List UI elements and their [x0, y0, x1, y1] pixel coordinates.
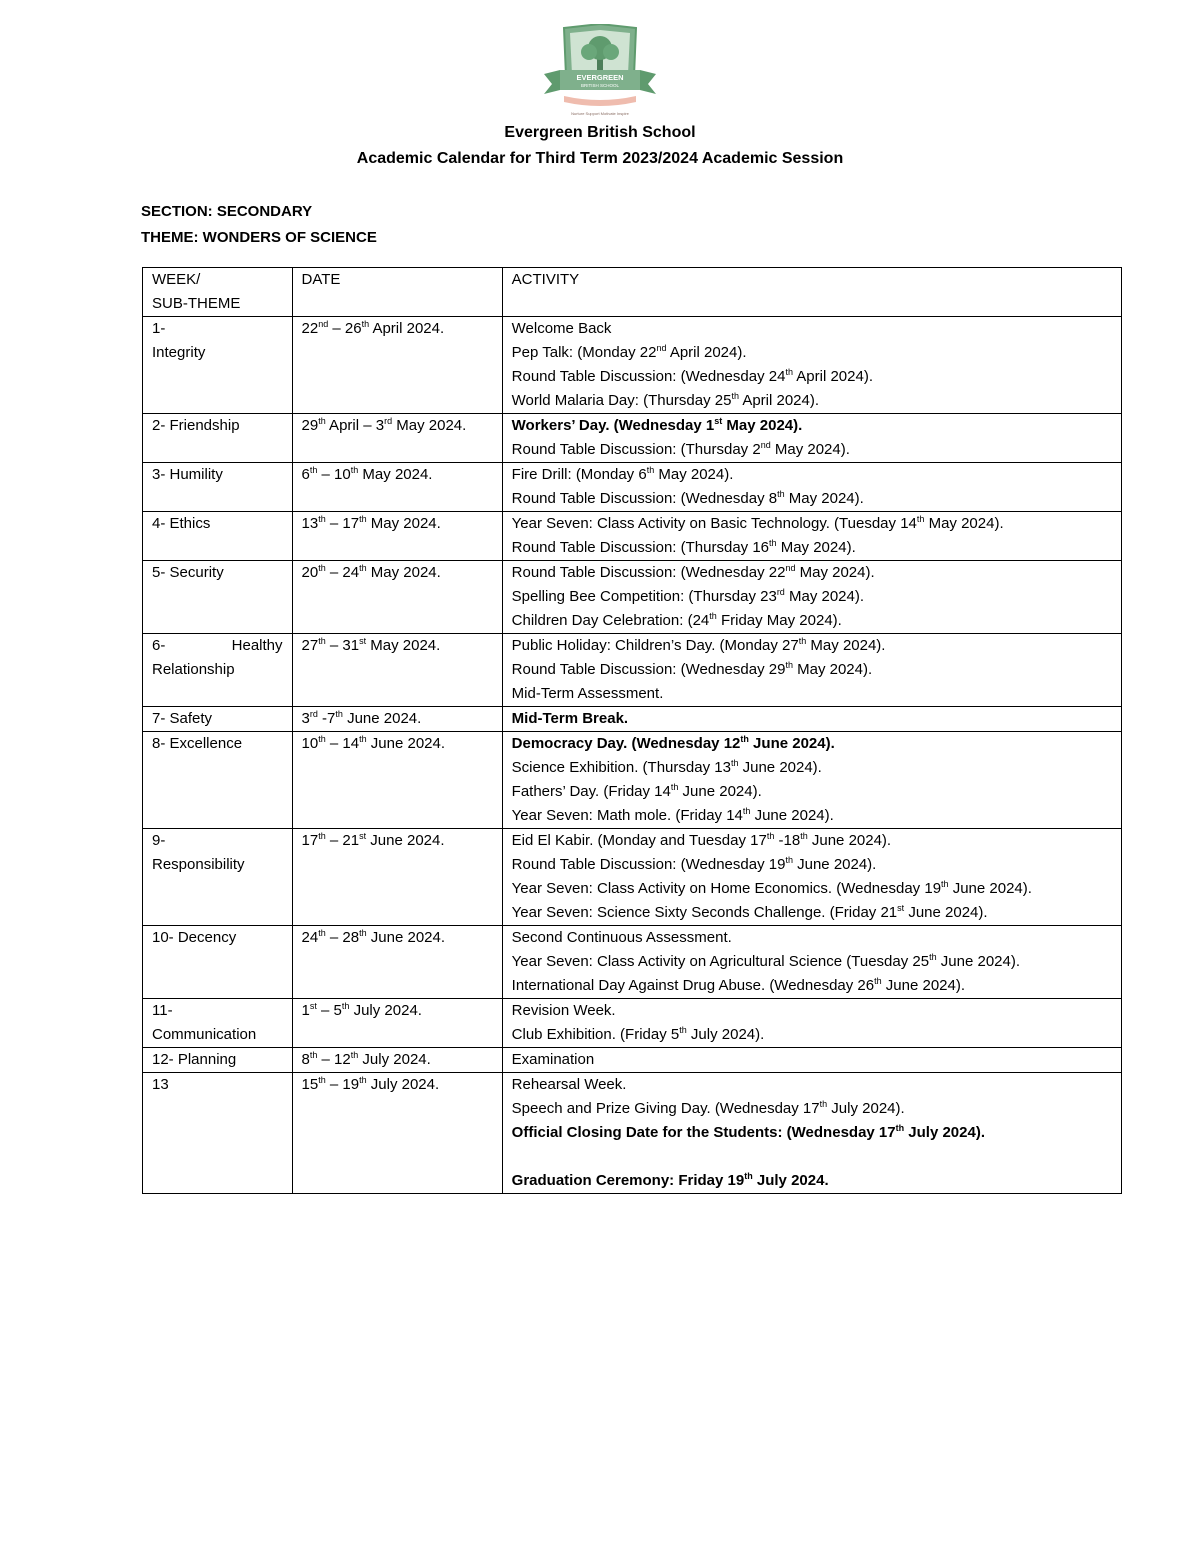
text-run: Mid-Term Assessment. [511, 685, 664, 702]
activity-item [512, 317, 1112, 341]
table-row [143, 829, 1122, 926]
text-run: -18 [774, 832, 801, 849]
activity-item [512, 1023, 1112, 1047]
text-run: Graduation Ceremony: Friday 19 [511, 1172, 745, 1189]
text-run: Official Closing Date for the Students: (Wednesday 17 [511, 1124, 896, 1141]
ordinal-suffix: th [895, 1123, 905, 1133]
week-label: 13 [152, 1076, 169, 1093]
text-run: – 21 [325, 832, 360, 849]
table-row [143, 732, 1122, 829]
text-run: – 24 [325, 564, 360, 581]
text-run: June 2024). [678, 783, 762, 800]
ordinal-suffix: nd [318, 319, 329, 329]
text-run: 8 [301, 1051, 310, 1068]
text-run: June 2024). [904, 904, 988, 921]
ordinal-suffix: st [359, 831, 367, 841]
ordinal-suffix: th [309, 1050, 318, 1060]
ordinal-suffix: th [646, 465, 655, 475]
logo-motto: Nurture Support Motivate Inspire [571, 111, 629, 116]
ordinal-suffix: th [929, 952, 937, 962]
ordinal-suffix: th [785, 855, 793, 865]
text-run: May 2024). [654, 466, 734, 483]
text-run: 22 [301, 320, 319, 337]
week-theme-word: Healthy [231, 637, 283, 654]
section-label: SECTION: SECONDARY [141, 203, 313, 220]
text-run: 24 [301, 929, 319, 946]
text-run: – 19 [325, 1076, 360, 1093]
text-run: May 2024). [924, 515, 1004, 532]
ordinal-suffix: th [359, 928, 367, 938]
ordinal-suffix: th [359, 734, 367, 744]
week-label: 8- Excellence [152, 735, 243, 752]
text-run: 6 [301, 466, 310, 483]
text-run: – 14 [325, 735, 360, 752]
calendar-title: Academic Calendar for Third Term 2023/2024 Academic Session [356, 150, 844, 167]
date-cell [292, 414, 502, 463]
text-run: – 10 [317, 466, 351, 483]
table-row [143, 1048, 1122, 1073]
text-run: Democracy Day. (Wednesday 12 [511, 735, 741, 752]
text-run: July 2024. [358, 1051, 431, 1068]
ordinal-suffix: th [709, 611, 717, 621]
activity-cell [502, 999, 1121, 1048]
week-cell [143, 1048, 293, 1073]
week-label: Integrity [152, 344, 206, 361]
text-run: June 2024. [366, 832, 445, 849]
text-run: May 2024). [770, 441, 850, 458]
text-run: 13 [301, 515, 319, 532]
text-run: Round Table Discussion: (Wednesday 19 [511, 856, 786, 873]
text-run: Welcome Back [511, 320, 612, 337]
week-label: 4- Ethics [152, 515, 211, 532]
text-run: June 2024. [366, 929, 446, 946]
text-run: April 2024). [738, 392, 820, 409]
ordinal-suffix: th [318, 416, 326, 426]
text-run: 27 [301, 637, 319, 654]
ordinal-suffix: th [350, 1050, 359, 1060]
activity-item [512, 804, 1112, 828]
activity-spacer [512, 1145, 1112, 1169]
text-run: Children Day Celebration: (24 [511, 612, 710, 629]
activity-cell [502, 512, 1121, 561]
text-run: Year Seven: Class Activity on Home Economics. (Wednesday 19 [511, 880, 942, 897]
header-week-line2: SUB-THEME [152, 295, 241, 312]
ordinal-suffix: th [744, 1171, 753, 1181]
activity-item [512, 341, 1112, 365]
week-label: Communication [152, 1026, 257, 1043]
ordinal-suffix: rd [309, 709, 318, 719]
text-run: July 2024. [366, 1076, 440, 1093]
date-cell [292, 561, 502, 634]
week-cell [143, 512, 293, 561]
week-label: 10- Decency [152, 929, 237, 946]
text-run: June 2024). [936, 953, 1021, 970]
table-row [143, 999, 1122, 1048]
text-run: – 31 [325, 637, 360, 654]
text-run: May 2024. [358, 466, 433, 483]
text-run: April 2024). [666, 344, 747, 361]
activity-item [512, 536, 1112, 560]
week-label: 12- Planning [152, 1051, 237, 1068]
text-run: Round Table Discussion: (Thursday 16 [511, 539, 770, 556]
table-header-row [143, 268, 1122, 317]
date-cell [292, 999, 502, 1048]
activity-item [512, 732, 1112, 756]
table-row [143, 463, 1122, 512]
ordinal-suffix: th [730, 758, 739, 768]
activity-item [512, 1073, 1112, 1097]
week-label: 3- Humility [152, 466, 223, 483]
text-run: June 2024). [948, 880, 1032, 897]
ordinal-suffix: th [916, 514, 925, 524]
activity-item [512, 1169, 1112, 1193]
week-cell [143, 829, 293, 926]
week-number: 6- [152, 637, 166, 654]
activity-cell [502, 926, 1121, 999]
activity-item [512, 634, 1112, 658]
text-run: – 5 [316, 1002, 342, 1019]
activity-cell [502, 732, 1121, 829]
activity-item [512, 756, 1112, 780]
activity-item [512, 1048, 1112, 1072]
text-run: Round Table Discussion: (Wednesday 29 [511, 661, 786, 678]
ordinal-suffix: th [800, 831, 808, 841]
activity-item [512, 974, 1112, 998]
text-run: Examination [511, 1051, 595, 1068]
text-run: June 2024. [342, 710, 422, 727]
text-run: Rehearsal Week. [511, 1076, 627, 1093]
ordinal-suffix: rd [776, 587, 785, 597]
text-run: June 2024). [881, 977, 966, 994]
week-cell [143, 926, 293, 999]
activity-item [512, 609, 1112, 633]
activity-item [512, 999, 1112, 1023]
text-run: – 12 [317, 1051, 351, 1068]
table-row [143, 512, 1122, 561]
ordinal-suffix: nd [656, 343, 667, 353]
ordinal-suffix: th [769, 538, 777, 548]
text-run: Friday May 2024). [716, 612, 842, 629]
ordinal-suffix: th [941, 879, 949, 889]
date-cell [292, 1048, 502, 1073]
activity-item [512, 853, 1112, 877]
activity-item [512, 682, 1112, 706]
text-run: International Day Against Drug Abuse. (Wednesday 26 [511, 977, 875, 994]
text-run: – 17 [325, 515, 360, 532]
week-cell [143, 999, 293, 1048]
text-run: July 2024. [752, 1172, 829, 1189]
ordinal-suffix: th [318, 831, 326, 841]
header-week [143, 268, 293, 317]
ordinal-suffix: th [740, 734, 749, 744]
text-run: April 2024. [369, 320, 445, 337]
text-run: May 2024). [784, 588, 865, 605]
activity-item [512, 901, 1112, 925]
week-cell [143, 463, 293, 512]
text-run: Second Continuous Assessment. [511, 929, 732, 946]
text-run: 15 [301, 1076, 319, 1093]
logo-name-bottom: BRITISH SCHOOL [580, 83, 620, 88]
activity-item [512, 561, 1112, 585]
week-cell [143, 732, 293, 829]
week-cell [143, 1073, 293, 1194]
text-run: – 28 [325, 929, 360, 946]
activity-item [512, 950, 1112, 974]
ordinal-suffix: st [359, 636, 367, 646]
ordinal-suffix: th [679, 1025, 687, 1035]
date-cell [292, 317, 502, 414]
text-run: May 2024). [795, 564, 875, 581]
date-cell [292, 463, 502, 512]
text-run: Fathers’ Day. (Friday 14 [511, 783, 671, 800]
text-run: June 2024). [807, 832, 892, 849]
text-run: April – 3 [325, 417, 385, 434]
school-name: Evergreen British School [504, 124, 696, 141]
ordinal-suffix: th [318, 734, 326, 744]
text-run: Year Seven: Math mole. (Friday 14 [511, 807, 743, 824]
text-run: July 2024). [827, 1100, 905, 1117]
week-label [152, 634, 283, 658]
table-row [143, 414, 1122, 463]
theme-label: THEME: WONDERS OF SCIENCE [141, 229, 377, 246]
ordinal-suffix: th [777, 489, 785, 499]
activity-cell [502, 414, 1121, 463]
week-cell [143, 414, 293, 463]
header-date: DATE [292, 268, 502, 317]
ordinal-suffix: th [874, 976, 882, 986]
text-run: Year Seven: Class Activity on Agricultural Science (Tuesday 25 [511, 953, 930, 970]
ordinal-suffix: rd [384, 416, 393, 426]
text-run: May 2024). [792, 661, 873, 678]
text-run: Speech and Prize Giving Day. (Wednesday 17 [511, 1100, 820, 1117]
text-run: May 2024). [806, 637, 886, 654]
text-run: Mid-Term Break. [511, 710, 629, 727]
ordinal-suffix: th [318, 636, 326, 646]
ordinal-suffix: st [309, 1001, 317, 1011]
text-run: Year Seven: Class Activity on Basic Technology. (Tuesday 14 [511, 515, 917, 532]
week-label: 1- [152, 320, 166, 337]
week-label: 11- [152, 1002, 173, 1019]
text-run: Round Table Discussion: (Wednesday 8 [511, 490, 778, 507]
week-label: 2- Friendship [152, 417, 240, 434]
date-cell [292, 732, 502, 829]
ordinal-suffix: th [766, 831, 775, 841]
activity-item [512, 463, 1112, 487]
text-run: 29 [301, 417, 319, 434]
table-row [143, 634, 1122, 707]
activity-item [512, 1097, 1112, 1121]
school-logo [540, 24, 660, 120]
activity-cell [502, 707, 1121, 732]
text-run: Spelling Bee Competition: (Thursday 23 [511, 588, 777, 605]
table-row [143, 1073, 1122, 1194]
activity-cell [502, 317, 1121, 414]
date-cell [292, 634, 502, 707]
text-run: May 2024. [366, 564, 441, 581]
text-run: Fire Drill: (Monday 6 [511, 466, 647, 483]
date-cell [292, 707, 502, 732]
week-cell [143, 634, 293, 707]
ordinal-suffix: th [670, 782, 679, 792]
activity-cell [502, 463, 1121, 512]
week-label: Responsibility [152, 856, 245, 873]
text-run: Pep Talk: (Monday 22 [511, 344, 657, 361]
calendar-table [142, 267, 1122, 1194]
text-run: June 2024). [738, 759, 822, 776]
ordinal-suffix: th [359, 514, 367, 524]
text-run: 10 [301, 735, 319, 752]
ordinal-suffix: nd [785, 563, 796, 573]
text-run: Year Seven: Science Sixty Seconds Challenge. (Friday 21 [511, 904, 898, 921]
text-run: Round Table Discussion: (Thursday 2 [511, 441, 761, 458]
ordinal-suffix: th [318, 563, 326, 573]
ordinal-suffix: th [318, 514, 326, 524]
ordinal-suffix: th [318, 928, 326, 938]
activity-item [512, 438, 1112, 462]
text-run: June 2024). [750, 807, 834, 824]
table-row [143, 707, 1122, 732]
activity-cell [502, 634, 1121, 707]
activity-item [512, 512, 1112, 536]
text-run: April 2024). [792, 368, 873, 385]
activity-item [512, 365, 1112, 389]
text-run: 20 [301, 564, 319, 581]
text-run: 3 [301, 710, 310, 727]
ordinal-suffix: th [359, 563, 367, 573]
date-cell [292, 829, 502, 926]
date-cell [292, 926, 502, 999]
week-cell [143, 317, 293, 414]
date-cell [292, 512, 502, 561]
table-row [143, 317, 1122, 414]
ordinal-suffix: th [335, 709, 343, 719]
ordinal-suffix: th [819, 1099, 828, 1109]
text-run: May 2024. [366, 515, 441, 532]
week-label: 9- [152, 832, 166, 849]
activity-item [512, 389, 1112, 413]
text-run: June 2024). [748, 735, 835, 752]
text-run: May 2024). [784, 490, 864, 507]
text-run: – 26 [328, 320, 362, 337]
ordinal-suffix: th [742, 806, 751, 816]
ordinal-suffix: st [714, 416, 723, 426]
text-run: May 2024). [776, 539, 856, 556]
ordinal-suffix: nd [760, 440, 771, 450]
ordinal-suffix: th [341, 1001, 350, 1011]
text-run: July 2024). [686, 1026, 765, 1043]
activity-item [512, 414, 1112, 438]
table-row [143, 561, 1122, 634]
activity-item [512, 1121, 1112, 1145]
ordinal-suffix: th [731, 391, 739, 401]
activity-item [512, 926, 1112, 950]
activity-cell [502, 1073, 1121, 1194]
text-run: May 2024. [366, 637, 441, 654]
activity-cell [502, 1048, 1121, 1073]
ordinal-suffix: th [309, 465, 318, 475]
text-run: June 2024). [792, 856, 877, 873]
text-run: 1 [301, 1002, 310, 1019]
text-run: July 2024). [904, 1124, 985, 1141]
text-run: July 2024. [349, 1002, 422, 1019]
text-run: Round Table Discussion: (Wednesday 22 [511, 564, 786, 581]
text-run: Club Exhibition. (Friday 5 [511, 1026, 680, 1043]
ordinal-suffix: th [318, 1075, 326, 1085]
logo-name-top: EVERGREEN [576, 73, 624, 82]
activity-item [512, 585, 1112, 609]
text-run: May 2024. [392, 417, 467, 434]
text-run: Workers’ Day. (Wednesday 1 [511, 417, 715, 434]
table-row [143, 926, 1122, 999]
ordinal-suffix: th [798, 636, 807, 646]
activity-cell [502, 829, 1121, 926]
text-run: Eid El Kabir. (Monday and Tuesday 17 [511, 832, 767, 849]
text-run: May 2024). [722, 417, 803, 434]
ordinal-suffix: th [361, 319, 370, 329]
text-run: -7 [317, 710, 336, 727]
ordinal-suffix: st [897, 903, 905, 913]
activity-item [512, 707, 1112, 731]
ordinal-suffix: th [785, 660, 793, 670]
text-run: Public Holiday: Children’s Day. (Monday 27 [511, 637, 799, 654]
week-label: Relationship [152, 661, 235, 678]
text-run: Revision Week. [511, 1002, 616, 1019]
ordinal-suffix: th [350, 465, 359, 475]
week-label: 5- Security [152, 564, 224, 581]
activity-item [512, 829, 1112, 853]
text-run: June 2024. [366, 735, 446, 752]
text-run: Round Table Discussion: (Wednesday 24 [511, 368, 786, 385]
text-run: World Malaria Day: (Thursday 25 [511, 392, 732, 409]
header-week-line1: WEEK/ [152, 271, 201, 288]
activity-item [512, 780, 1112, 804]
week-label: 7- Safety [152, 710, 213, 727]
activity-item [512, 877, 1112, 901]
text-run: 17 [301, 832, 319, 849]
text-run: Science Exhibition. (Thursday 13 [511, 759, 731, 776]
activity-item [512, 658, 1112, 682]
week-cell [143, 707, 293, 732]
logo-banner [564, 96, 636, 106]
ordinal-suffix: th [359, 1075, 367, 1085]
date-cell [292, 1073, 502, 1194]
ordinal-suffix: th [785, 367, 793, 377]
week-cell [143, 561, 293, 634]
header-activity: ACTIVITY [502, 268, 1121, 317]
activity-cell [502, 561, 1121, 634]
activity-item [512, 487, 1112, 511]
